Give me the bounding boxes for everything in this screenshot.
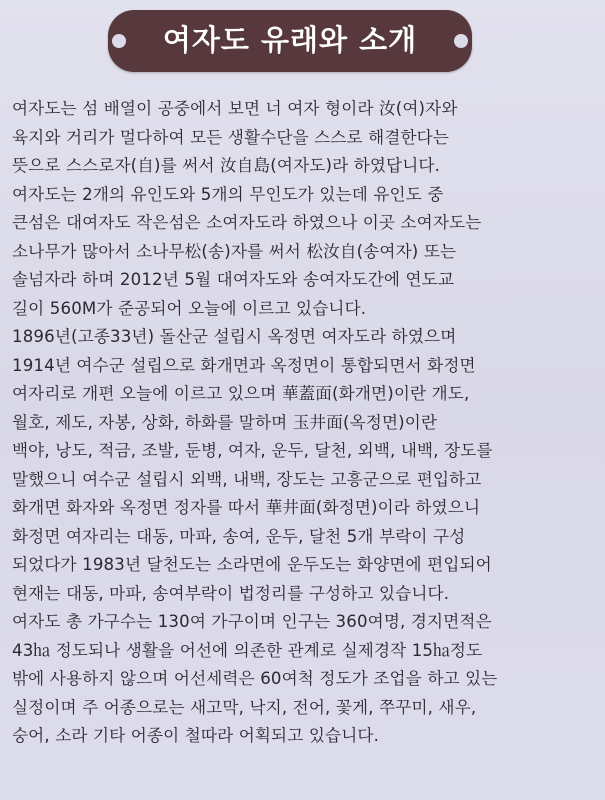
text-line: 솔넘자라 하며 2012년 5월 대여자도와 송여자도간에 연도교 [12,270,455,289]
text-line: 소나무가 많아서 소나무松(송)자를 써서 松汝自(송여자) 또는 [12,241,457,261]
text-line: 1896년(고종33년) 돌산군 설립시 옥정면 여자도라 하였으며 [12,327,457,346]
title-banner [108,10,472,72]
text-line: 43㏊ 정도되나 생활을 어선에 의존한 관계로 실제경작 15㏊정도 [12,640,483,660]
board-title: 여자도 유래와 소개 [162,23,418,57]
text-line: 화정면 여자리는 대동, 마파, 송여, 운두, 달천 5개 부락이 구성 [12,526,466,546]
text-line: 뜻으로 스스로자(自)를 써서 汝自島(여자도)라 하였답니다. [12,156,441,175]
text-line: 화개면 화자와 옥정면 정자를 따서 華井面(화정면)이라 하였으니 [12,498,481,517]
text-line: 밖에 사용하지 않으며 어선세력은 60여척 정도가 조업을 하고 있는 [12,669,498,688]
text-line: 실정이며 주 어종으로는 새고막, 낙지, 전어, 꽃게, 쭈꾸미, 새우, [12,697,477,717]
text-line: 월호, 제도, 자봉, 상화, 하화를 말하며 玉井面(옥정면)이란 [12,412,438,432]
text-line: 여자도는 섬 배열이 공중에서 보면 너 여자 형이라 汝(여)자와 [12,99,458,118]
text-line: 현재는 대동, 마파, 송여부락이 법정리를 구성하고 있습니다. [12,583,450,603]
text-line: 1914년 여수군 설립으로 화개면과 옥정면이 통합되면서 화정면 [12,355,476,375]
text-line: 백야, 낭도, 적금, 조발, 둔병, 여자, 운두, 달천, 외백, 내백, 장도를 [12,441,493,460]
text-line: 여자리로 개편 오늘에 이르고 있으며 華蓋面(화개면)이란 개도, [12,384,470,403]
text-line: 육지와 거리가 멀다하여 모든 생활수단을 스스로 해결한다는 [12,127,450,147]
text-line: 큰섬은 대여자도 작은섬은 소여자도라 하였으나 이곳 소여자도는 [12,213,482,232]
text-line: 여자도는 2개의 유인도와 5개의 무인도가 있는데 유인도 중 [12,184,444,204]
body-text [12,95,600,751]
text-line: 되었다가 1983년 달천도는 소라면에 운두도는 화양면에 편입되어 [12,555,492,574]
text-line: 숭어, 소라 기타 어종이 철따라 어획되고 있습니다. [12,726,379,745]
text-line: 말했으니 여수군 설립시 외백, 내백, 장도는 고흥군으로 편입하고 [12,469,482,489]
text-line: 여자도 총 가구수는 130여 가구이며 인구는 360여명, 경지면적은 [12,612,492,631]
text-line: 길이 560M가 준공되어 오늘에 이르고 있습니다. [12,298,367,318]
